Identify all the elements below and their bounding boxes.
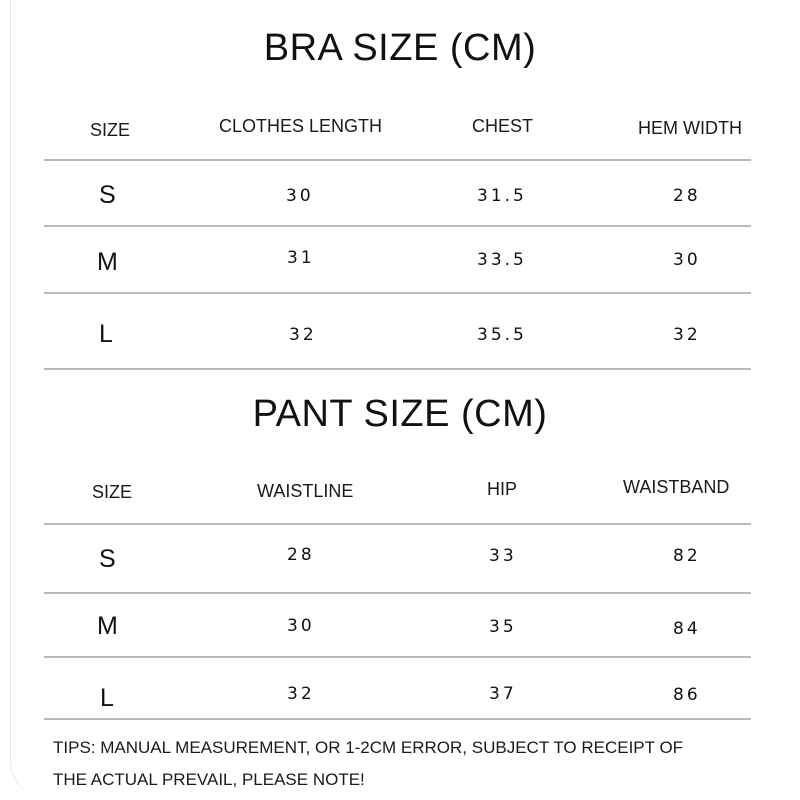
bra-divider <box>44 225 751 227</box>
bra-size-l: L <box>99 320 113 348</box>
bra-hem-s: 28 <box>673 186 701 206</box>
bra-header-size: SIZE <box>90 120 131 140</box>
bra-chest-l: 35.5 <box>477 325 527 345</box>
bra-hem-l: 32 <box>673 325 701 345</box>
pant-waist-s: 28 <box>287 545 315 565</box>
bra-divider <box>44 159 751 161</box>
pant-band-s: 82 <box>673 546 701 566</box>
pant-header-waistband: WAISTBAND <box>623 477 730 497</box>
pant-band-m: 84 <box>673 619 701 639</box>
bra-chest-s: 31.5 <box>477 186 527 206</box>
pant-waist-m: 30 <box>287 616 315 636</box>
bra-size-title: BRA SIZE (CM) <box>263 27 537 69</box>
pant-divider <box>44 718 751 720</box>
bra-size-m: M <box>97 248 118 276</box>
bra-divider <box>44 292 751 294</box>
pant-hip-l: 37 <box>489 684 517 704</box>
pant-waist-l: 32 <box>287 684 315 704</box>
pant-size-s: S <box>99 545 116 573</box>
pant-band-l: 86 <box>673 685 701 705</box>
bra-chest-m: 33.5 <box>477 250 527 270</box>
pant-divider <box>44 523 751 525</box>
bra-hem-m: 30 <box>673 250 701 270</box>
bra-header-hem-width: HEM WIDTH <box>638 118 742 138</box>
pant-divider <box>44 656 751 658</box>
bra-header-chest: CHEST <box>472 116 534 136</box>
pant-size-title: PANT SIZE (CM) <box>252 393 548 435</box>
bra-length-m: 31 <box>287 248 315 268</box>
bra-length-s: 30 <box>286 186 314 206</box>
pant-header-hip: HIP <box>487 479 518 499</box>
pant-hip-m: 35 <box>489 617 517 637</box>
pant-divider <box>44 592 751 594</box>
tips-line-1: TIPS: MANUAL MEASUREMENT, OR 1-2CM ERROR, SUBJECT TO RECEIPT OF <box>53 738 684 757</box>
pant-size-m: M <box>97 612 118 640</box>
bra-header-clothes-length: CLOTHES LENGTH <box>219 116 383 136</box>
pant-hip-s: 33 <box>489 546 517 566</box>
pant-header-waistline: WAISTLINE <box>257 481 354 501</box>
tips-line-2: THE ACTUAL PREVAIL, PLEASE NOTE! <box>53 770 365 789</box>
bra-size-s: S <box>99 181 116 209</box>
pant-header-size: SIZE <box>92 482 133 502</box>
bra-length-l: 32 <box>289 325 317 345</box>
bra-divider <box>44 368 751 370</box>
pant-size-l: L <box>100 684 114 712</box>
